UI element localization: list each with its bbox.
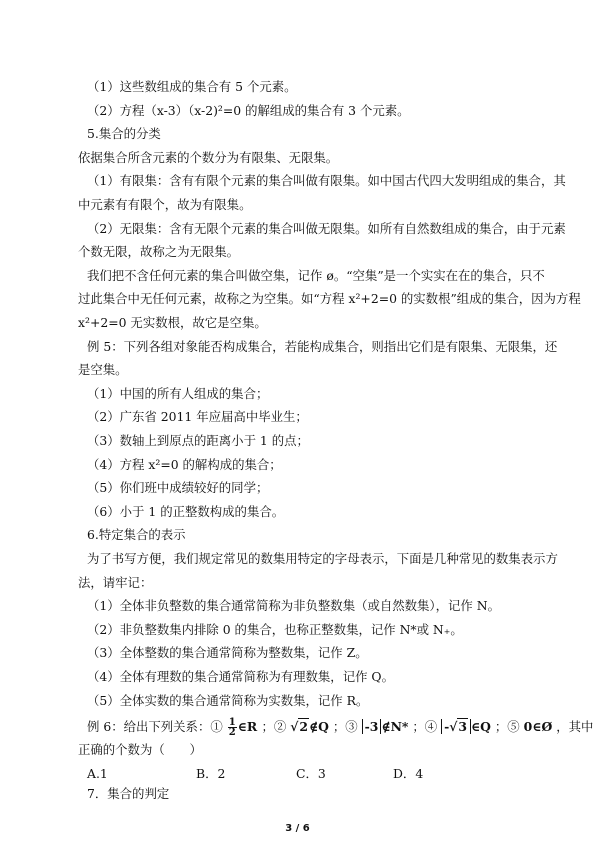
line-1: （1）这些数组成的集合有 5 个元素。 (87, 79, 297, 94)
list-item-6: （6）小于 1 的正整数构成的集合。 (87, 504, 285, 519)
line-21: 为了书写方便，我们规定常见的数集用特定的字母表示，下面是几种常见的数集表示方 (87, 551, 558, 566)
choice-b: B．2 (196, 766, 226, 781)
list-item-5: （5）你们班中成绩较好的同学； (87, 480, 269, 495)
choice-c: C．3 (296, 766, 326, 781)
separator-2: ；② (261, 719, 287, 734)
line-6: 中元素有有限个，故为有限集。 (78, 197, 252, 212)
list-item-1: （1）中国的所有人组成的集合； (87, 386, 269, 401)
line-2: （2）方程（x-3）（x-2)²=0 的解组成的集合有 3 个元素。 (87, 103, 410, 118)
separator-3: ；③ (332, 719, 358, 734)
relation-3: -3 ∉N* (362, 719, 409, 734)
set-r: （5）全体实数的集合通常简称为实数集，记作 R。 (87, 693, 369, 708)
set-n-star: （2）非负整数集内排除 0 的集合，也称正整数集，记作 N*或 N₊。 (87, 622, 463, 637)
list-item-2: （2）广东省 2011 年应届高中毕业生； (87, 409, 308, 424)
set-z: （3）全体整数的集合通常简称为整数集，记作 Z。 (87, 645, 368, 660)
choice-a: A.1 (87, 766, 108, 781)
line-5: （1）有限集：含有有限个元素的集合叫做有限集。如中国古代四大发明组成的集合，其 (87, 173, 566, 188)
line-13: 是空集。 (78, 362, 128, 377)
relation-5: 0∈Ø (523, 719, 553, 734)
example-5: 例 5：下列各组对象能否构成集合，若能构成集合，则指出它们是有限集、无限集，还 (87, 339, 558, 354)
section-heading-7: 7．集合的判定 (87, 786, 170, 801)
relation-4: -√3 ∈Q (441, 719, 491, 734)
separator-5: ；⑤ (494, 719, 520, 734)
example-6 (87, 717, 594, 738)
choice-d: D．4 (393, 766, 424, 781)
relation-1: $\frac{1}{2}$ ∈R (228, 717, 258, 738)
line-11: x²+2=0 无实数根，故它是空集。 (78, 315, 267, 330)
set-q: （4）全体有理数的集合通常简称为有理数集，记作 Q。 (87, 669, 394, 684)
example-6-suffix: ，其中 (556, 719, 594, 734)
line-10: 过此集合中无任何元素，故称之为空集。如“方程 x²+2=0 的实数根”组成的集合，因为方程 (78, 291, 581, 306)
line-8: 个数无限，故称之为无限集。 (78, 244, 240, 259)
section-heading-5: 5.集合的分类 (87, 126, 161, 141)
set-n: （1）全体非负整数的集合通常简称为非负整数集（或自然数集），记作 N。 (87, 598, 500, 613)
relation-2: √2∉Q (290, 719, 329, 734)
line-4: 依据集合所含元素的个数分为有限集、无限集。 (78, 150, 339, 165)
section-heading-6: 6.特定集合的表示 (87, 527, 186, 542)
example-6-question: 正确的个数为（ ） (78, 742, 202, 757)
list-item-3: （3）数轴上到原点的距离小于 1 的点； (87, 433, 309, 448)
line-22: 法，请牢记： (78, 575, 153, 590)
separator-4: ；④ (412, 719, 438, 734)
line-9: 我们把不含任何元素的集合叫做空集，记作 ø。“空集”是一个实实在在的集合，只不 (87, 268, 545, 283)
list-item-4: （4）方程 x²=0 的解构成的集合； (87, 457, 282, 472)
example-6-prefix: 例 6：给出下列关系：① (87, 719, 223, 734)
page-number: 3 / 6 (285, 823, 310, 834)
line-7: （2）无限集：含有无限个元素的集合叫做无限集。如所有自然数组成的集合，由于元素 (87, 221, 566, 236)
